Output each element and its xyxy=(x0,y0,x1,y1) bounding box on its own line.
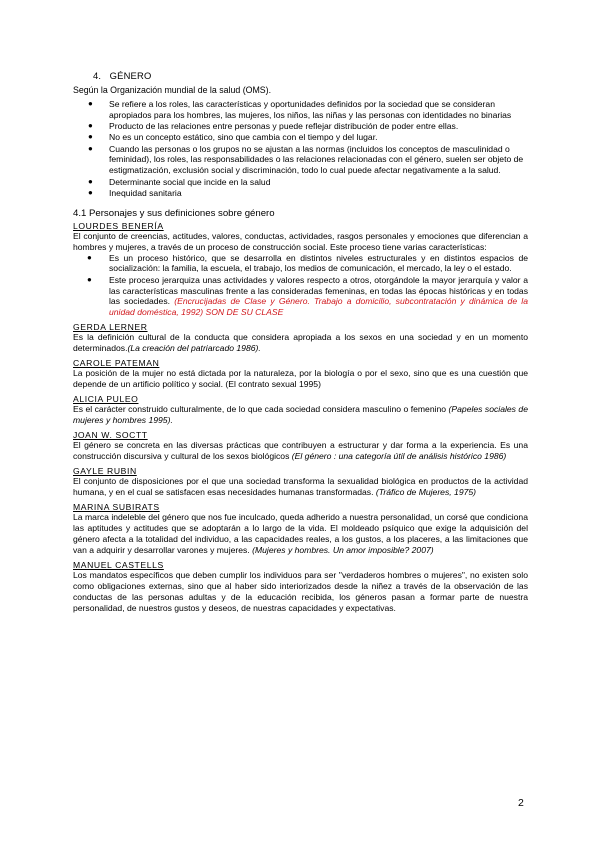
section-intro: Según la Organización mundial de la salud (OMS). xyxy=(73,85,272,95)
author-definition-castells: Los mandatos específicos que deben cumplir los individuos para ser "verdaderos hombres o mujeres", no existen solo como obligaciones externas, sino que al haber sido interiorizados desde la niñez a través de la observación de las conductas de las personas adultas y de la educación recibida, los géneros pasan a formar parte de nuestra personalidad, de nuestros gustos y deseos, de nuestras capacidades y expectativas. xyxy=(73,569,528,613)
list-item: ● No es un concepto estático, sino que cambia con el tiempo y del lugar. xyxy=(88,132,378,143)
list-item: ● Inequidad sanitaria xyxy=(88,187,182,198)
citation-scott: (El género : una categoría útil de análisis histórico 1986) xyxy=(291,450,507,461)
author-definition-scott: El género se concreta en las diversas prácticas que contribuyen a estructurar y dar forma a la experiencia. Es una construcción discursiva y cultural de los sexos biológicos (El género : una categoría útil de análisis histórico 1986) xyxy=(73,439,528,461)
list-item: ● Producto de las relaciones entre personas y puede reflejar distribución de poder entre ellas. xyxy=(88,121,459,132)
author-definition-rubin: El conjunto de disposiciones por el que una sociedad transforma la sexualidad biológica en productos de la actividad humana, y en el cual se satisfacen esas necesidades humanas transformadas. (Tráfico de Mujeres, 1975) xyxy=(73,475,528,497)
author-name-puleo: ALICIA PULEO xyxy=(73,393,139,404)
list-item: ● Cuando las personas o los grupos no se ajustan a las normas (incluidos los conceptos de masculinidad o feminidad), los roles, las responsabilidades o las relaciones relacionadas con el género, suelen ser objeto de estigmatización, exclusión social y discriminación, todo lo cual puede afectar negativamente a la salud. xyxy=(88,143,524,176)
author-definition-subirats: La marca indeleble del género que nos fue inculcado, queda adherido a nuestra personalidad, un corsé que condiciona las aptitudes y actitudes que se adoptarán a lo largo de la vida. El moldeado psíquico que exige la adquisición del género afecta a la totalidad del individuo, a las capacidades reales, a los gustos, a los placeres, a las limitaciones que van a adquirir y desarrollar varones y mujeres. (Mujeres y hombres. Un amor imposible? 2007) xyxy=(73,511,528,555)
citation-rubin: (Tráfico de Mujeres, 1975) xyxy=(375,486,477,497)
beneria-bullet-list xyxy=(73,253,528,318)
citation-puleo: (Papeles sociales de mujeres y hombres 1995). xyxy=(73,403,528,425)
bullet-icon: ● xyxy=(87,252,92,262)
list-item: ● Se refiere a los roles, las características y oportunidades definidos por la sociedad que se consideran apropiados para los hombres, las mujeres, los niños, las niñas y las personas con identidades no binarias xyxy=(88,99,512,120)
citation-lerner: (La creación del patriarcado 1986). xyxy=(127,342,261,353)
citation-subirats: (Mujeres y hombres. Un amor imposible? 2007) xyxy=(252,544,434,555)
subsection-title: 4.1 Personajes y sus definiciones sobre género xyxy=(73,207,275,219)
author-name-scott: JOAN W. SOCTT xyxy=(73,429,148,440)
author-definition-beneria: El conjunto de creencias, actitudes, valores, conductas, actividades, rasgos personales y emociones que diferencian a hombres y mujeres, a través de un proceso de construcción social. Este proceso tiene varias características: xyxy=(73,230,528,252)
author-name-rubin: GAYLE RUBIN xyxy=(73,465,137,476)
author-definition-puleo: Es el carácter construido culturalmente, de lo que cada sociedad considera masculino o femenino (Papeles sociales de mujeres y hombres 1995). xyxy=(73,403,528,425)
author-name-subirats: MARINA SUBIRATS xyxy=(73,501,160,512)
bullet-icon: ● xyxy=(88,121,93,131)
author-name-lerner: GERDA LERNER xyxy=(73,321,148,332)
bullet-icon: ● xyxy=(88,132,93,142)
page-number: 2 xyxy=(518,797,524,809)
author-name-pateman: CAROLE PATEMAN xyxy=(73,357,160,368)
bullet-icon: ● xyxy=(88,143,93,153)
list-item: ● Determinante social que incide en la salud xyxy=(88,176,271,187)
section-heading xyxy=(93,70,528,81)
author-definition-pateman: La posición de la mujer no está dictada por la naturaleza, por la biología o por el sexo, sino que es una cuestión que depende de un artificio político y social. (El contrato sexual 1995) xyxy=(73,367,528,389)
list-item: ● Este proceso jerarquiza unas actividades y valores respecto a otros, otorgándole la mayor jerarquía y valor a las características masculinas frente a las consideradas femeninas, en todas las épocas históricas y en todas las sociedades. (Encrucijadas de Clase y Género. Trabajo a domicilio, subcontratación y dinámica de la unidad doméstica, 1992) SON DE SU CLASE xyxy=(87,274,528,318)
bullet-icon: ● xyxy=(87,274,92,284)
bullet-icon: ● xyxy=(88,176,93,186)
author-name-castells: MANUEL CASTELLS xyxy=(73,559,164,570)
section-title: GÉNERO xyxy=(109,70,152,81)
citation-beneria: (Encrucijadas de Clase y Género. Trabajo a domicilio, subcontratación y dinámica de la unidad doméstica, 1992) SON DE SU CLASE xyxy=(109,296,528,318)
author-name-beneria: LOURDES BENERÍA xyxy=(73,220,164,231)
bullet-icon: ● xyxy=(88,99,93,108)
document-page xyxy=(73,70,528,614)
author-definition-lerner: Es la definición cultural de la conducta que considera apropiada a los sexos en una sociedad y en un momento determinados.(La creación del patriarcado 1986). xyxy=(73,331,528,353)
oms-bullet-list xyxy=(73,99,528,199)
bullet-icon: ● xyxy=(88,187,93,197)
list-item: ● Es un proceso histórico, que se desarrolla en distintos niveles estructurales y en distintos espacios de socialización: la familia, la escuela, el trabajo, los medios de comunicación, el mercado, la ley o el estado. xyxy=(87,252,528,274)
section-number: 4. xyxy=(93,70,102,81)
